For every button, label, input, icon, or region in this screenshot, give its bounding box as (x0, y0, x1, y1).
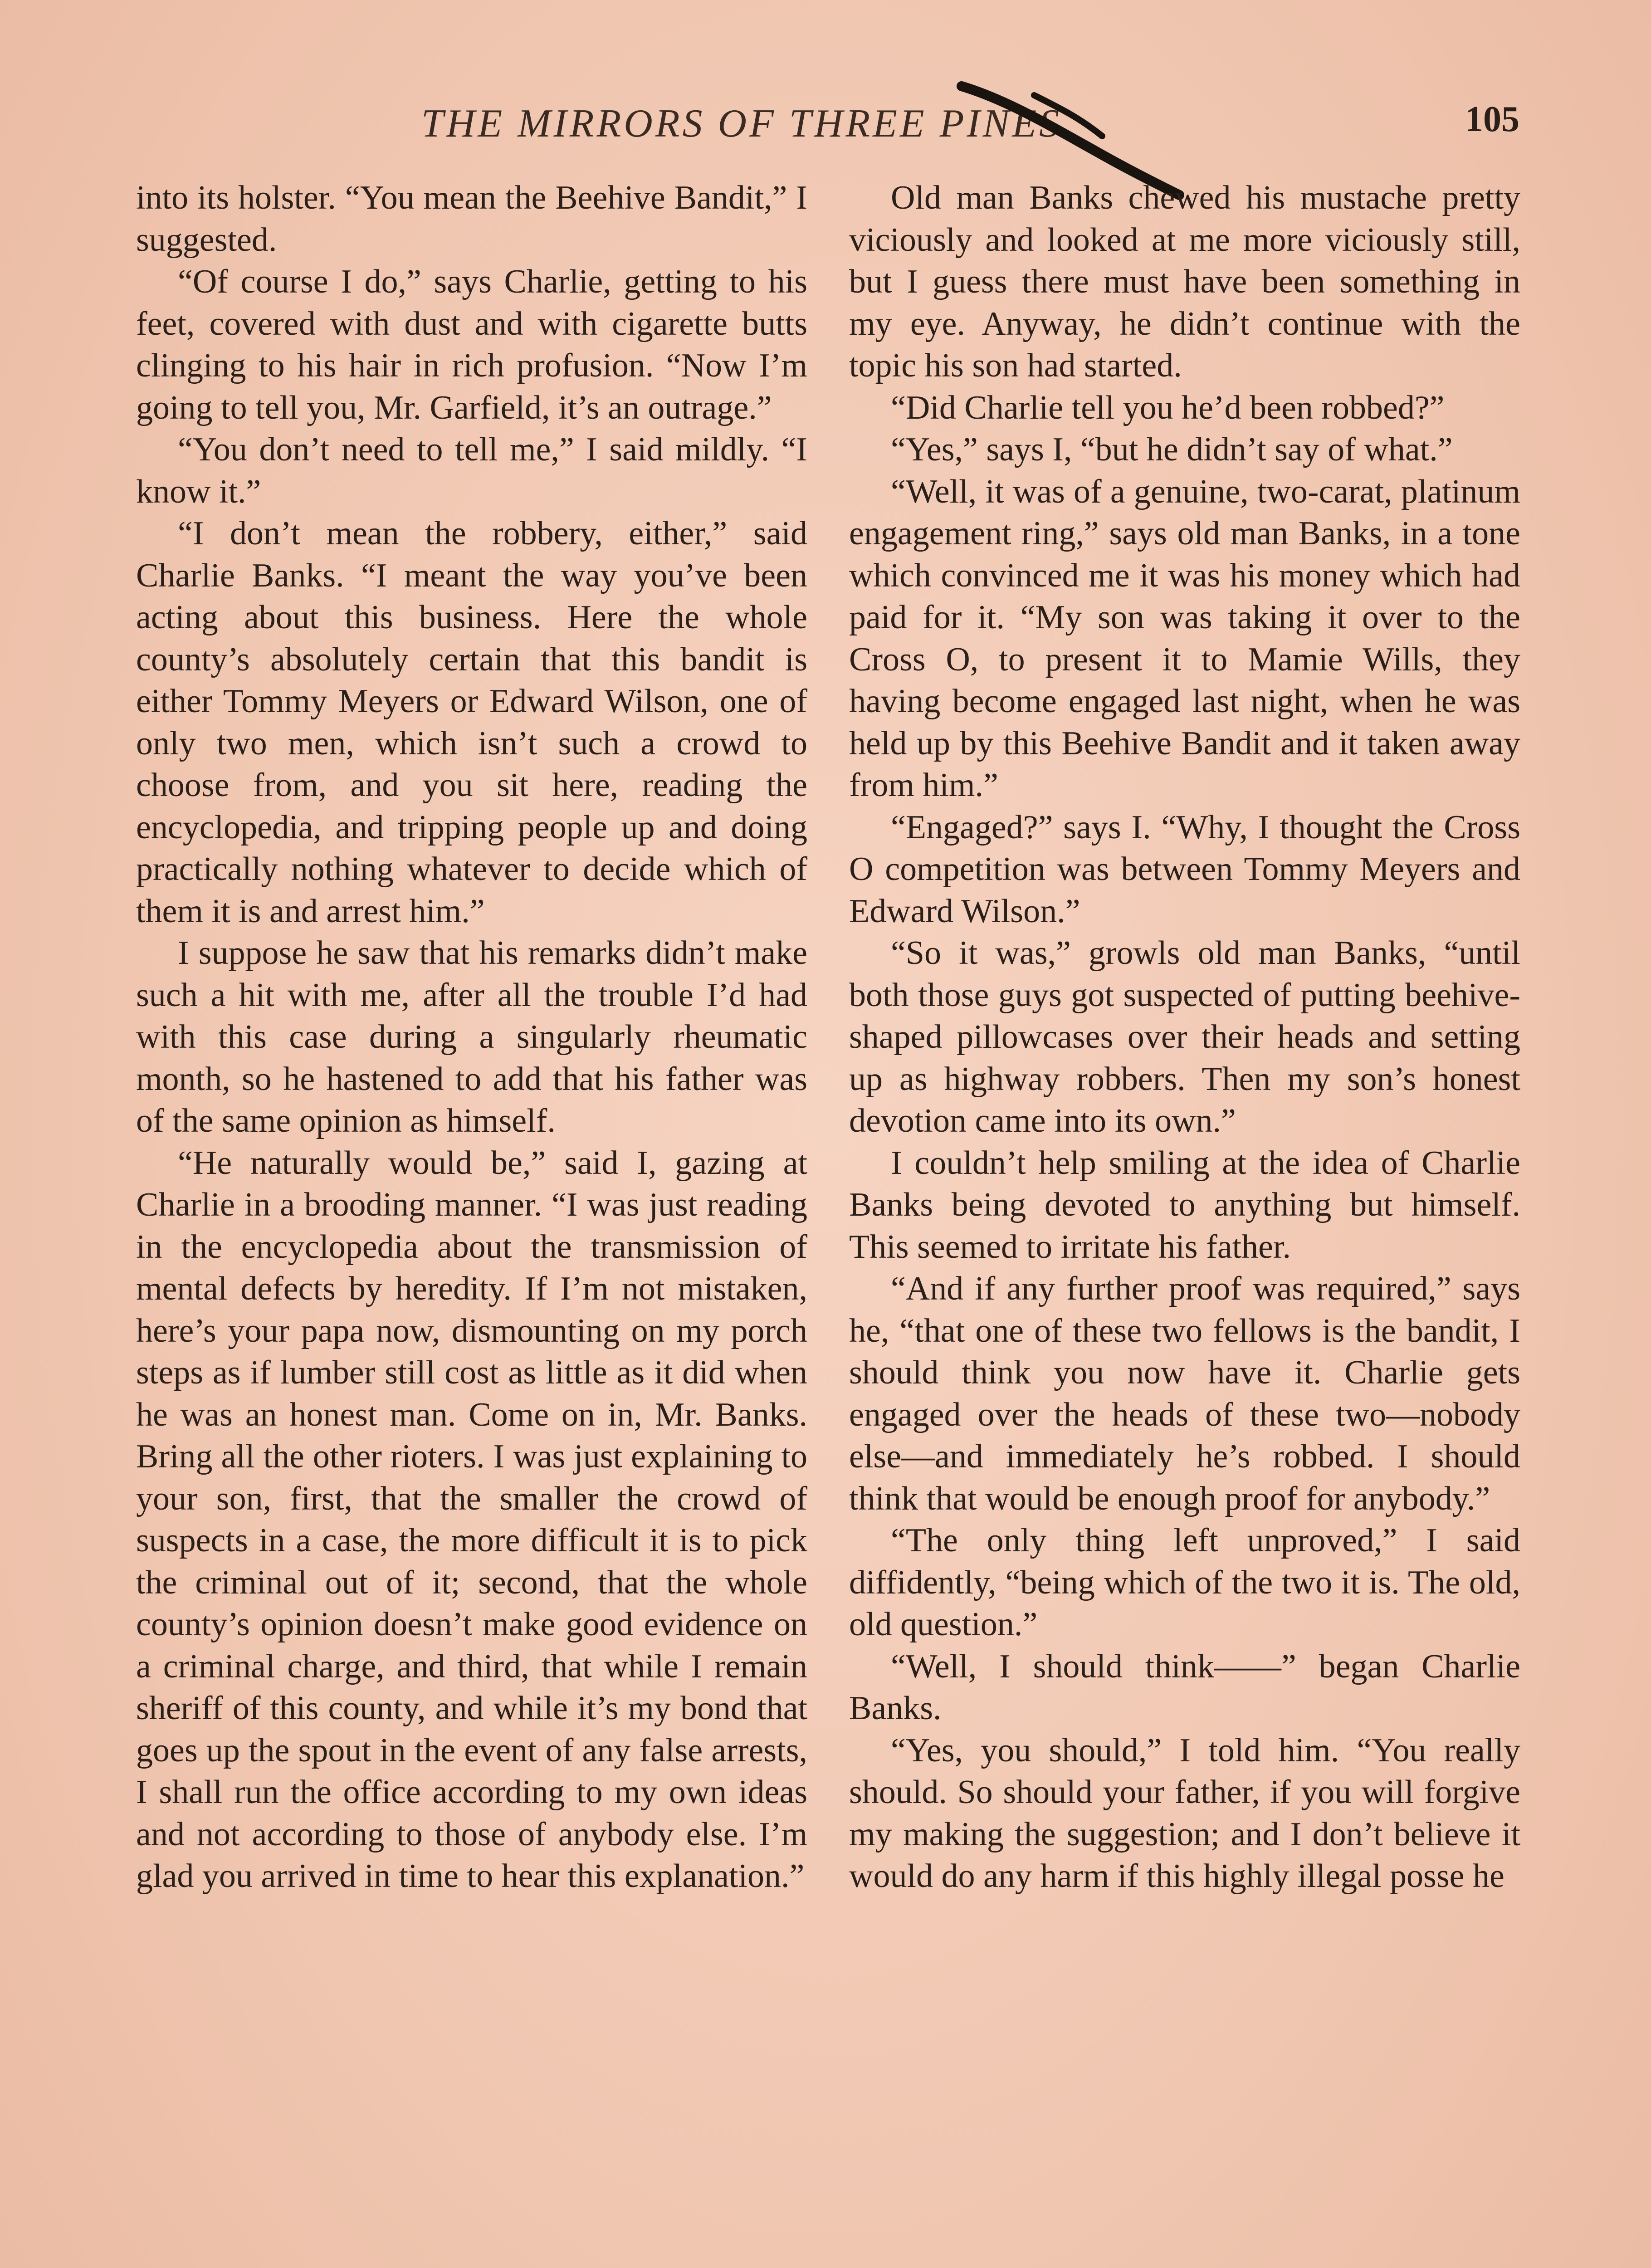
paragraph: “Well, it was of a genuine, two-carat, platinum engagement ring,” says old man Banks, in a tone which convinced me it was his money which had paid for it. “My son was taking it over to the Cross O, to present it to Mamie Wills, they having become engaged last night, when he was held up by this Beehive Bandit and it taken away from him.” (849, 473, 1520, 804)
paragraph: “Engaged?” says I. “Why, I thought the Cross O competition was between Tommy Meyers and Edward Wilson.” (849, 808, 1520, 930)
page-header (136, 91, 1519, 154)
paragraph: “He naturally would be,” said I, gazing at Charlie in a brooding manner. “I was just reading in the encyclopedia about the transmission of mental defects by heredity. If I’m not mistaken, here’s your papa now, dismounting on my porch steps as if lumber still cost as little as it did when he was an honest man. Come on in, Mr. Banks. Bring all the other rioters. I was just explaining to your son, first, that the smaller the crowd of suspects in a case, the more difficult it is to pick the criminal out of it; second, that the whole county’s opinion doesn’t make good evidence on a criminal charge, and third, that while I remain sheriff of this county, and while it’s my bond that goes up the spout in the event of any false arrests, I shall run the office according to my own ideas and not according to those of anybody else. I’m glad you arrived in time to hear this explanation.” (136, 1144, 807, 1895)
paragraph: I suppose he saw that his remarks didn’t make such a hit with me, after all the trouble I’d had with this case during a singularly rheumatic month, so he hastened to add that his father was of the same opinion as himself. (136, 934, 807, 1139)
paragraph: “The only thing left unproved,” I said diffidently, “being which of the two it is. The old, old question.” (849, 1522, 1520, 1643)
left-column (136, 177, 807, 1897)
paragraph: “Yes,” says I, “but he didn’t say of what.” (891, 431, 1453, 468)
paragraph: “I don’t mean the robbery, either,” said Charlie Banks. “I meant the way you’ve been acting about this business. Here the whole county’s absolutely certain that this bandit is either Tommy Meyers or Edward Wilson, one of only two men, which isn’t such a crowd to choose from, and you sit here, reading the encyclopedia, and tripping people up and doing practically nothing whatever to decide which of them it is and arrest him.” (136, 515, 807, 930)
page-number: 105 (1465, 99, 1519, 139)
paragraph: “So it was,” growls old man Banks, “until both those guys got suspected of putting beehive-shaped pillowcases over their heads and setting up as highway robbers. Then my son’s honest devotion came into its own.” (849, 934, 1520, 1139)
paragraph: into its holster. “You mean the Beehive Bandit,” I suggested. (136, 179, 807, 259)
paragraph: “And if any further proof was required,” says he, “that one of these two fellows is the bandit, I should think you now have it. Charlie gets engaged over the heads of these two—nobody else—and immediately he’s robbed. I should think that would be enough proof for anybody.” (849, 1270, 1520, 1517)
paragraph: “Did Charlie tell you he’d been robbed?” (891, 389, 1445, 426)
paragraph: “Well, I should think——” began Charlie Banks. (849, 1647, 1520, 1727)
paragraph: “You don’t need to tell me,” I said mildly. “I know it.” (136, 431, 807, 510)
paragraph: “Yes, you should,” I told him. “You really should. So should your father, if you will forgive my making the suggestion; and I don’t believe it would do any harm if this highly illegal posse he (849, 1731, 1520, 1895)
paragraph: Old man Banks chewed his mustache pretty viciously and looked at me more viciously still, but I guess there must have been something in my eye. Anyway, he didn’t continue with the topic his son had started. (849, 179, 1520, 384)
paragraph: I couldn’t help smiling at the idea of Charlie Banks being devoted to anything but himself. This seemed to irritate his father. (849, 1144, 1520, 1266)
running-title: THE MIRRORS OF THREE PINES (421, 102, 1062, 146)
paragraph: “Of course I do,” says Charlie, getting to his feet, covered with dust and with cigarette butts clinging to his hair in rich profusion. “Now I’m going to tell you, Mr. Garfield, it’s an outrage.” (136, 263, 807, 426)
right-column (849, 177, 1520, 1897)
